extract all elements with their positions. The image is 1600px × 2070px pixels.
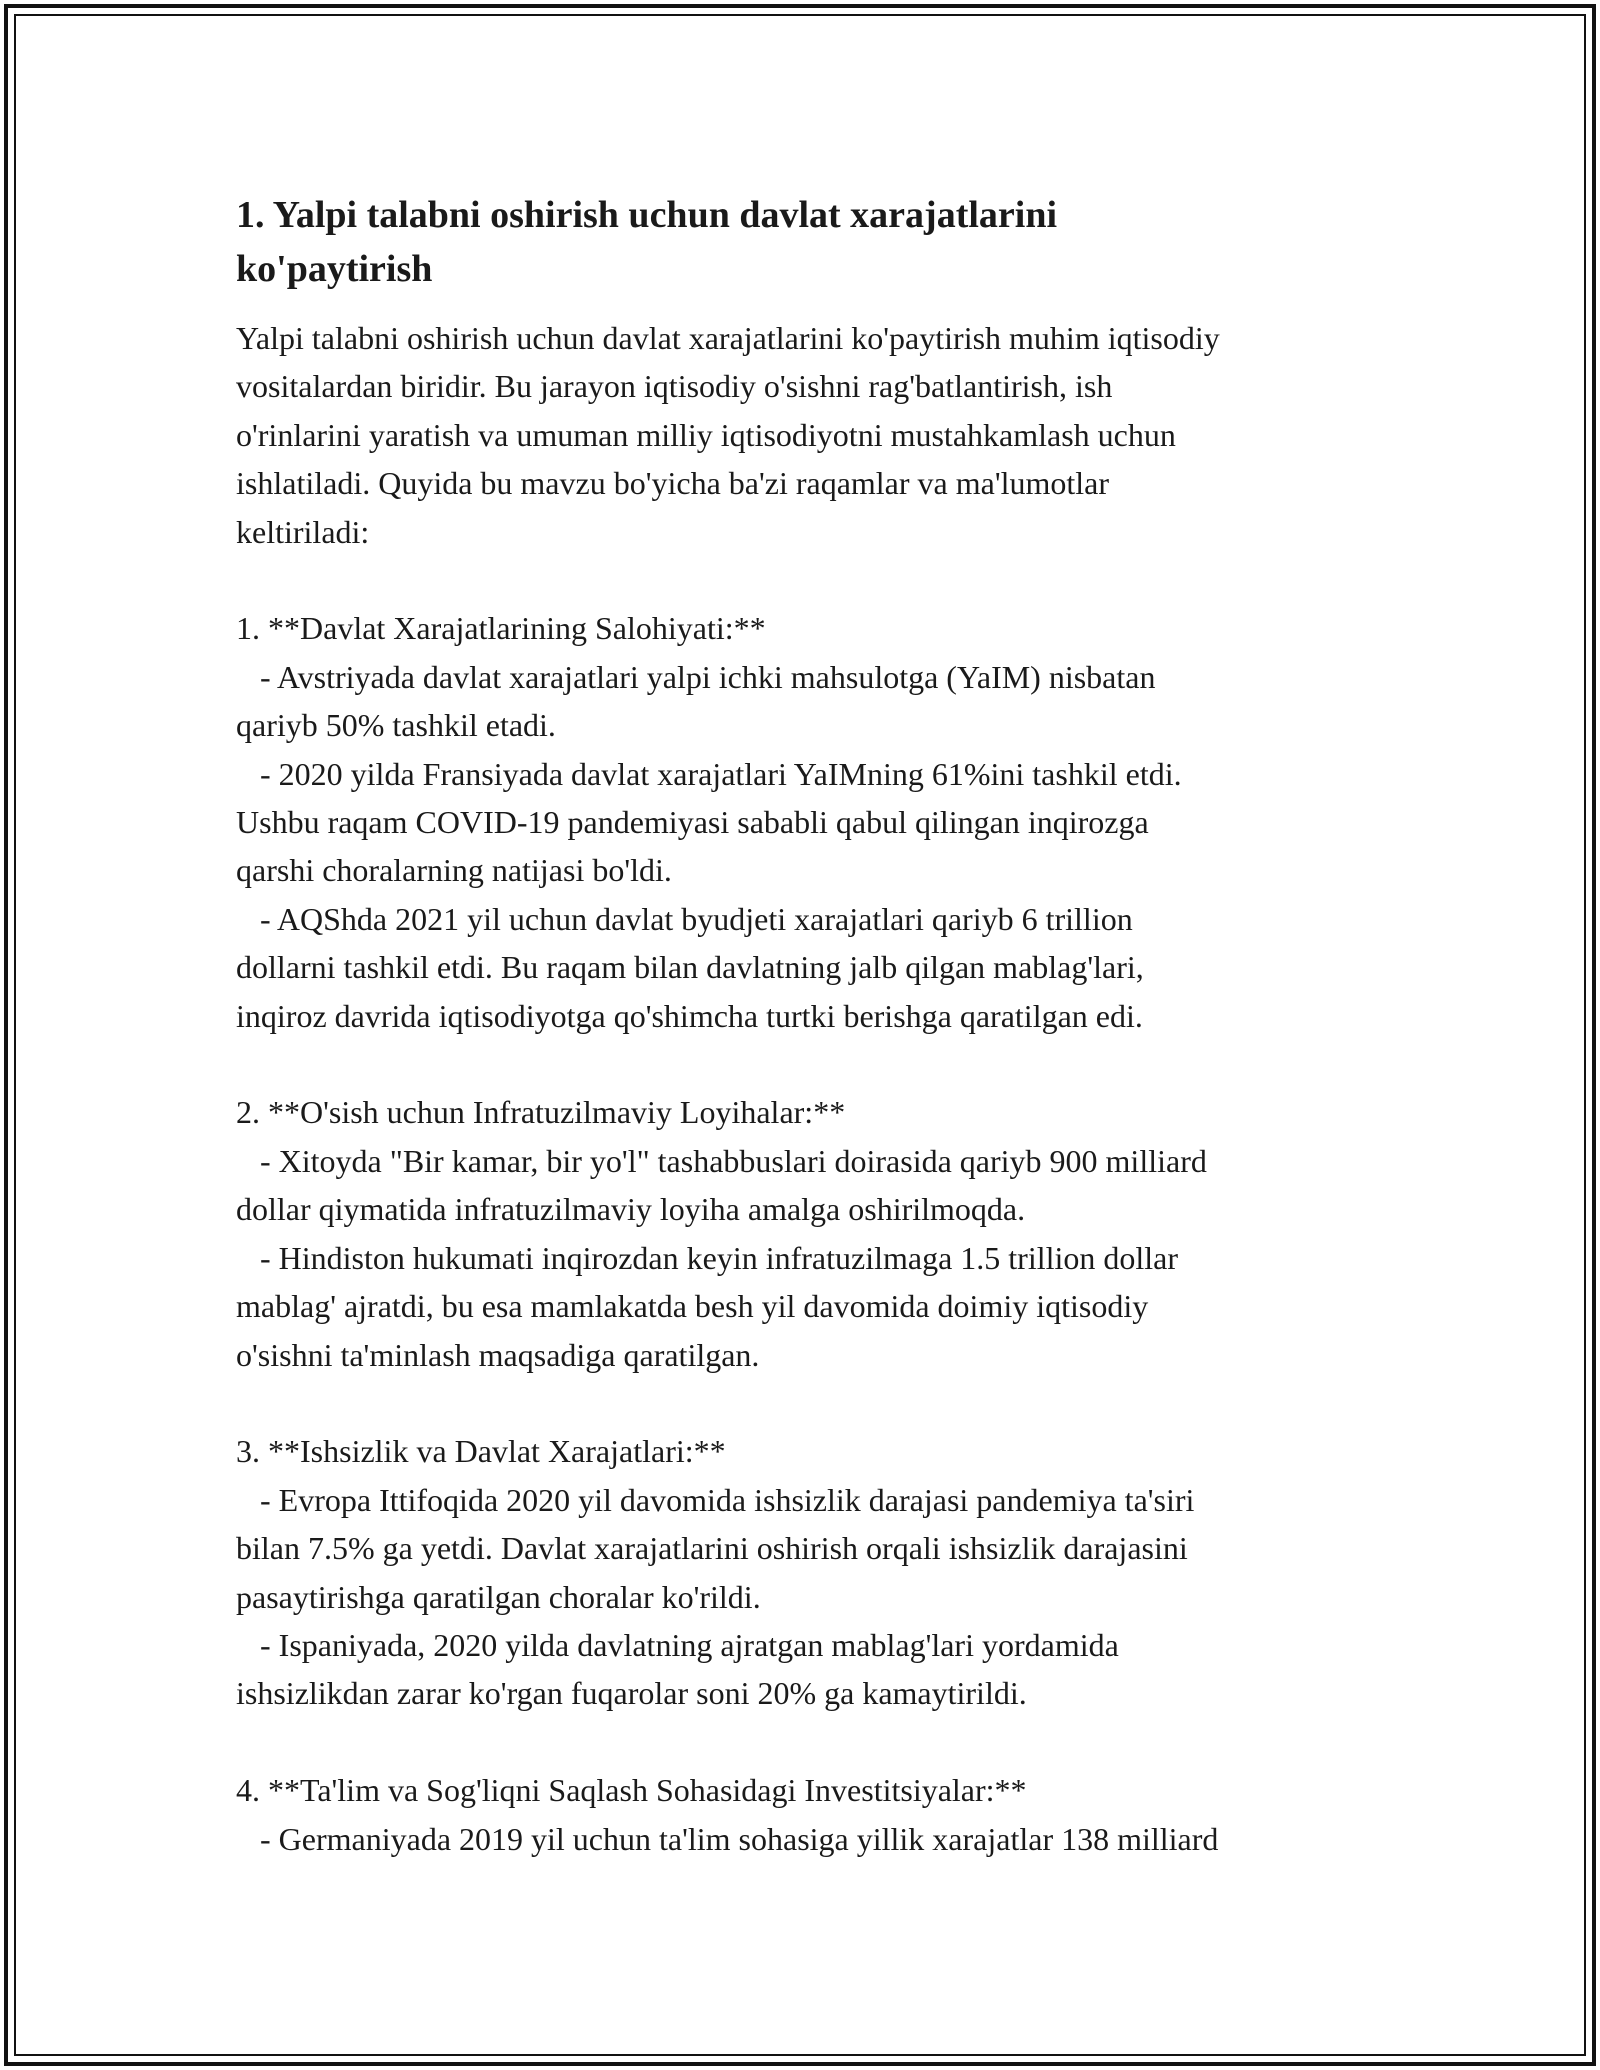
section-4-paragraph: 4. **Ta'lim va Sog'liqni Saqlash Sohasidagi Investitsiyalar:** - Germaniyada 2019 yil uchun ta'lim sohasiga yillik xarajatlar 138 milliard: [236, 1772, 1219, 1857]
section-2-paragraph: 2. **O'sish uchun Infratuzilmaviy Loyihalar:** - Xitoyda "Bir kamar, bir yo'l" tashabbuslari doirasida qariyb 900 milliard dollar qiymatida infratuzilmaviy loyiha amalga oshirilmoqda. - Hindiston hukumati inqirozdan keyin infratuzilmaga 1.5 trillion dollar mablag' ajratdi, bu esa mamlakatda besh yil davomida doimiy iqtisodiy o'sishni ta'minlash maqsadiga qaratilgan.: [236, 1094, 1207, 1373]
document-title: 1. Yalpi talabni oshirish uchun davlat xarajatlarini ko'paytirish: [236, 194, 1058, 290]
document-body: [236, 188, 1386, 1863]
section-1-paragraph: 1. **Davlat Xarajatlarining Salohiyati:** - Avstriyada davlat xarajatlari yalpi ichki mahsulotga (YaIM) nisbatan qariyb 50% tashkil etadi. - 2020 yilda Fransiyada davlat xarajatlari YaIMning 61%ini tashkil etdi. Ushbu raqam COVID-19 pandemiyasi sababli qabul qilingan inqirozga qarshi choralarning natijasi bo'ldi. - AQShda 2021 yil uchun davlat byudjeti xarajatlari qariyb 6 trillion dollarni tashkil etdi. Bu raqam bilan davlatning jalb qilgan mablag'lari, inqiroz davrida iqtisodiyotga qo'shimcha turtki berishga qaratilgan edi.: [236, 610, 1182, 1034]
section-3-paragraph: 3. **Ishsizlik va Davlat Xarajatlari:** - Evropa Ittifoqida 2020 yil davomida ishsizlik darajasi pandemiya ta'siri bilan 7.5% ga yetdi. Davlat xarajatlarini oshirish orqali ishsizlik darajasini pasaytirishga qaratilgan choralar ko'rildi. - Ispaniyada, 2020 yilda davlatning ajratgan mablag'lari yordamida ishsizlikdan zarar ko'rgan fuqarolar soni 20% ga kamaytirildi.: [236, 1433, 1195, 1712]
intro-paragraph: Yalpi talabni oshirish uchun davlat xarajatlarini ko'paytirish muhim iqtisodiy vositalardan biridir. Bu jarayon iqtisodiy o'sishni rag'batlantirish, ish o'rinlarini yaratish va umuman milliy iqtisodiyotni mustahkamlash uchun ishlatiladi. Quyida bu mavzu bo'yicha ba'zi raqamlar va ma'lumotlar keltiriladi:: [236, 320, 1220, 550]
